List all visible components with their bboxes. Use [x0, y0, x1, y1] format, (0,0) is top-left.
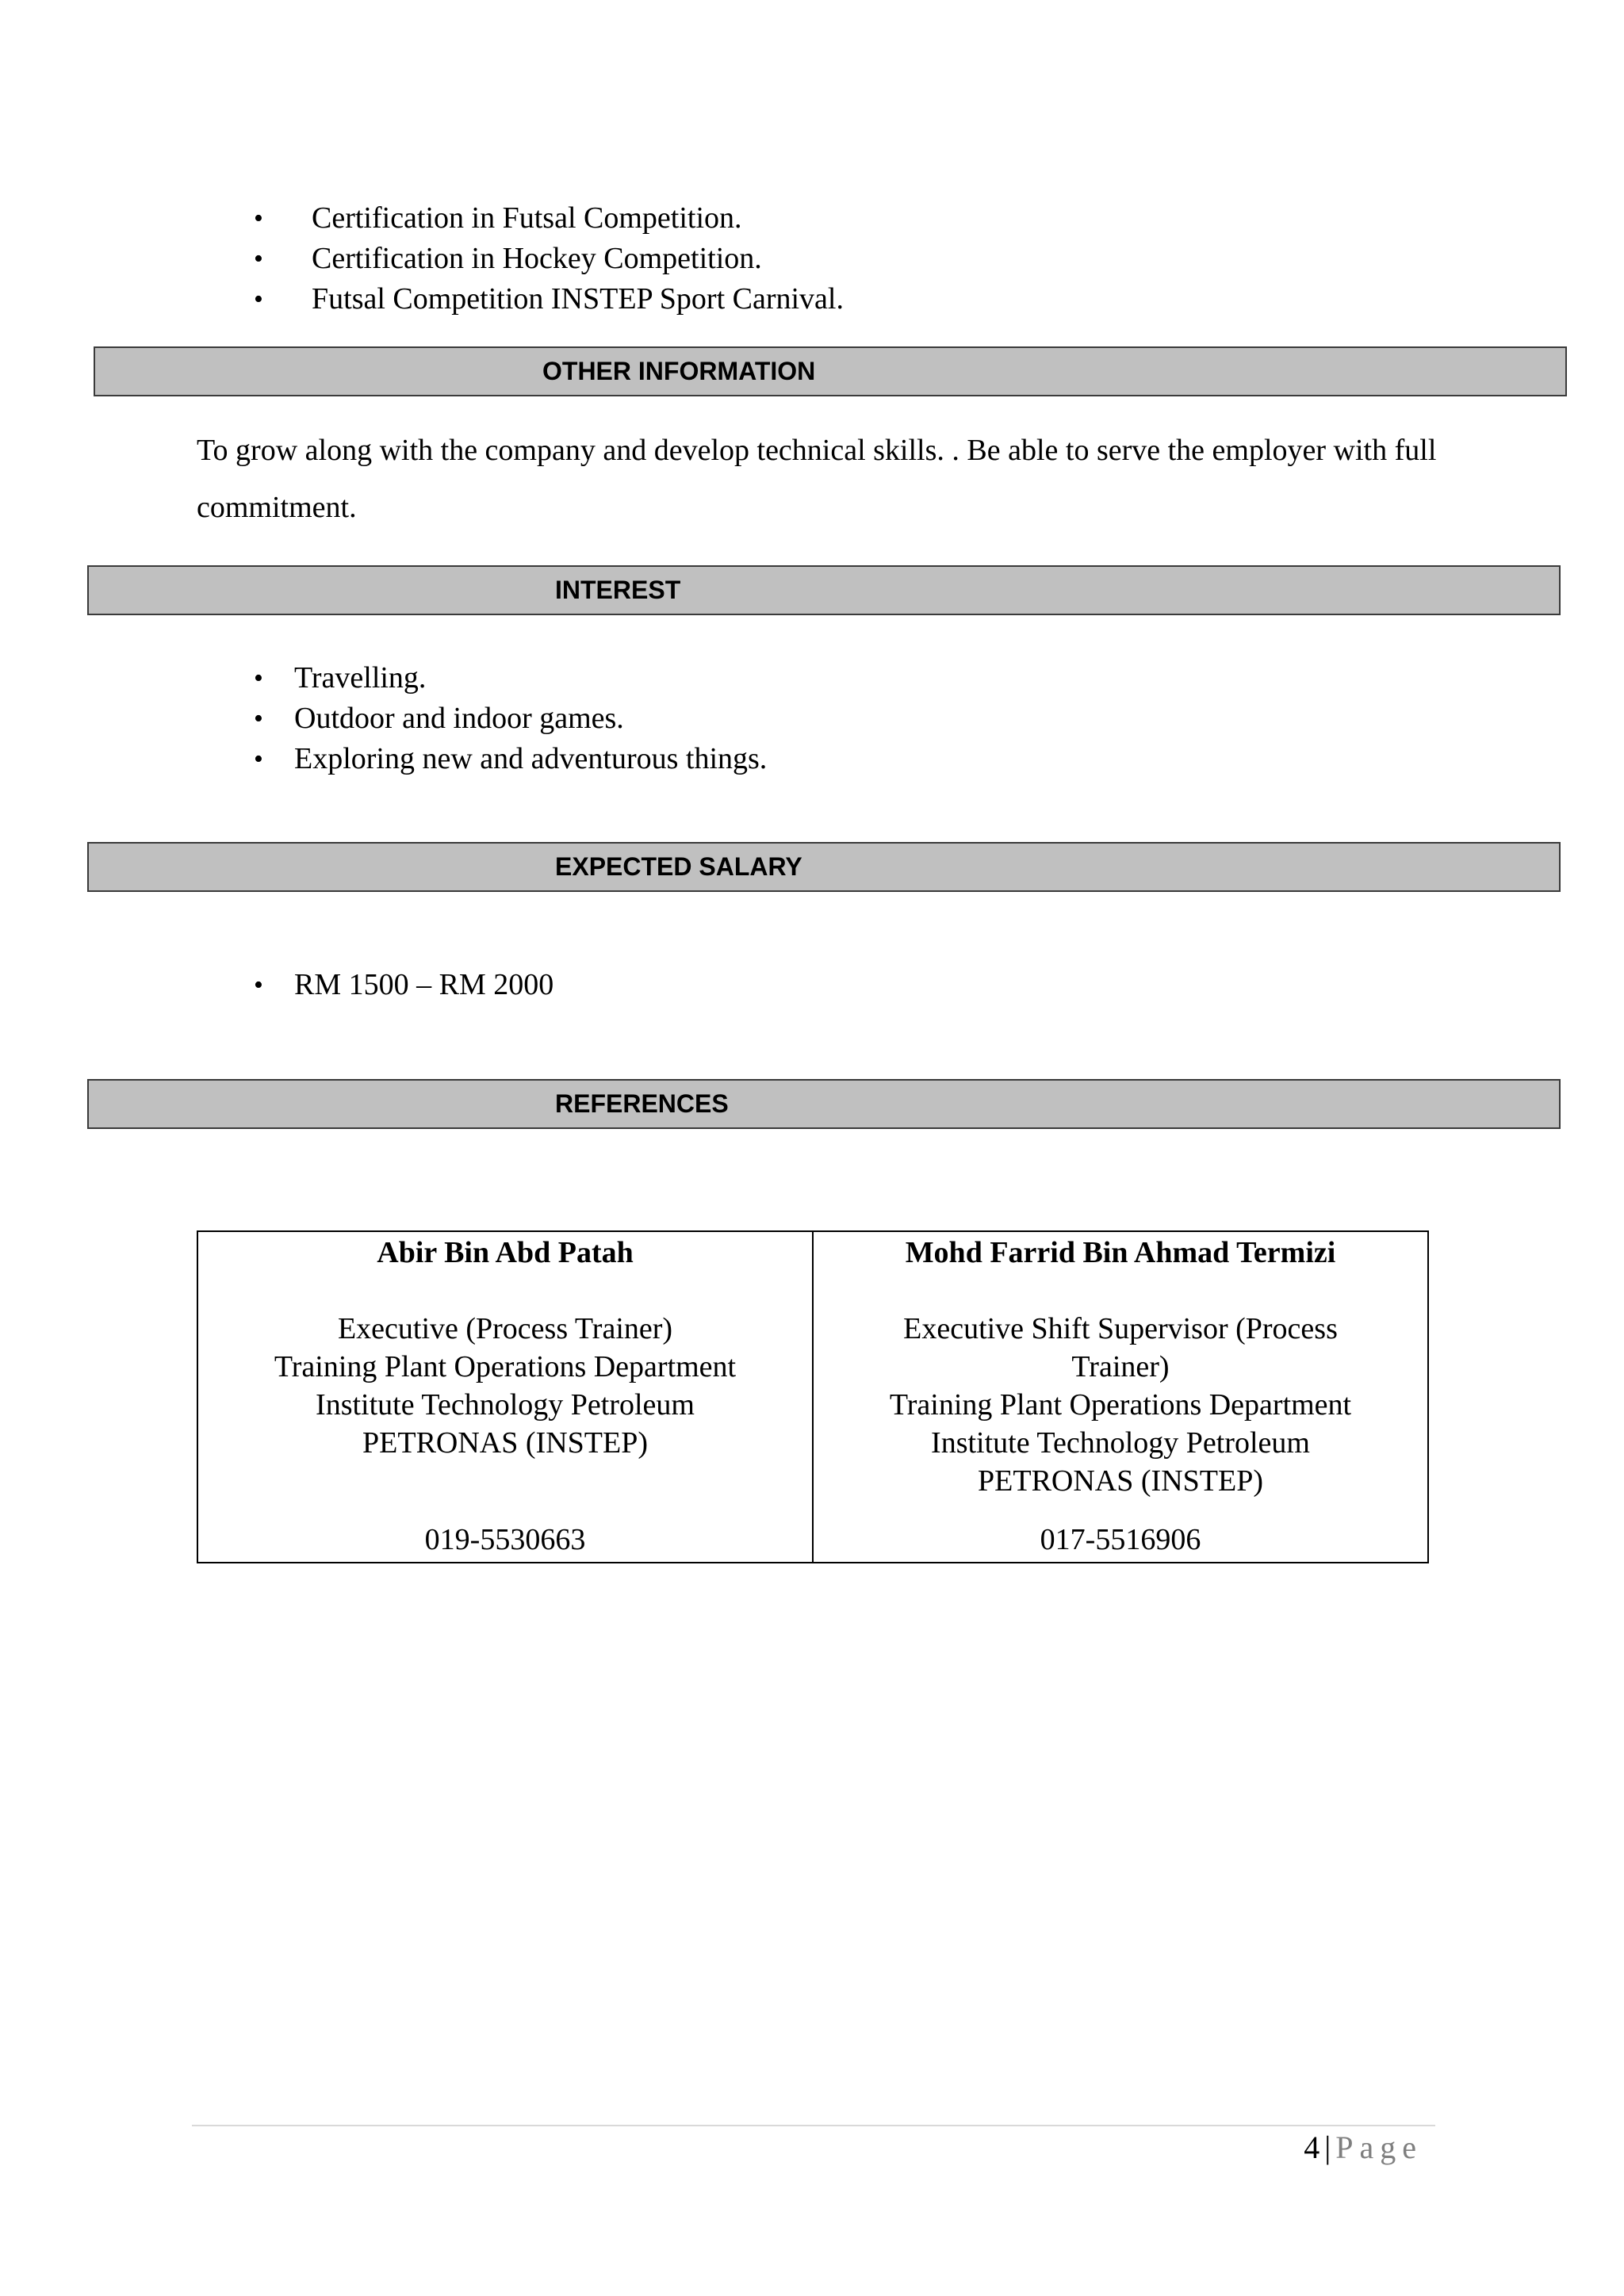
- list-item-text: Exploring new and adventurous things.: [294, 742, 768, 775]
- other-information-text: To grow along with the company and develop technical skills. . Be able to serve the employer with full commitment.: [197, 434, 1437, 524]
- reference-detail-line: Institute Technology Petroleum: [316, 1388, 695, 1422]
- section-header-other-information: [94, 346, 1567, 396]
- section-heading: EXPECTED SALARY: [555, 852, 802, 881]
- expected-salary-list: [254, 965, 553, 1005]
- reference-detail-line: Executive Shift Supervisor (Process: [903, 1312, 1338, 1345]
- reference-phone: 019-5530663: [424, 1523, 586, 1556]
- list-item: [254, 739, 767, 779]
- list-item: [254, 279, 844, 320]
- bullet-icon: •: [254, 970, 263, 1000]
- page-label: Page: [1335, 2130, 1423, 2165]
- reference-details: [222, 1310, 788, 1462]
- list-item-text: Outdoor and indoor games.: [294, 702, 624, 735]
- interest-list: [254, 658, 767, 779]
- list-item: [254, 239, 844, 279]
- bullet-icon: •: [254, 285, 263, 314]
- reference-card: [813, 1231, 1428, 1563]
- bullet-icon: •: [254, 744, 263, 774]
- footer-divider: [192, 2125, 1435, 2126]
- reference-detail-line: Trainer): [1071, 1350, 1170, 1383]
- reference-detail-line: PETRONAS (INSTEP): [362, 1426, 648, 1460]
- section-heading: INTEREST: [555, 576, 681, 604]
- section-header-expected-salary: [87, 842, 1561, 892]
- references-table: [197, 1230, 1429, 1563]
- list-item-text: Travelling.: [294, 661, 427, 695]
- reference-detail-line: PETRONAS (INSTEP): [978, 1464, 1263, 1498]
- list-item-text: Certification in Futsal Competition.: [312, 201, 742, 235]
- list-item-text: RM 1500 – RM 2000: [294, 968, 554, 1001]
- reference-name: Abir Bin Abd Patah: [377, 1236, 634, 1269]
- bullet-icon: •: [254, 204, 263, 233]
- section-heading: OTHER INFORMATION: [542, 357, 816, 385]
- reference-details: [837, 1310, 1404, 1500]
- bullet-icon: •: [254, 664, 263, 693]
- reference-name: Mohd Farrid Bin Ahmad Termizi: [905, 1236, 1336, 1269]
- reference-detail-line: Training Plant Operations Department: [274, 1350, 737, 1383]
- section-header-interest: [87, 565, 1561, 615]
- certification-list: [254, 198, 844, 320]
- page-separator: |: [1324, 2130, 1331, 2165]
- list-item-text: Futsal Competition INSTEP Sport Carnival.: [312, 282, 844, 316]
- section-header-references: [87, 1079, 1561, 1129]
- reference-detail-line: Executive (Process Trainer): [337, 1312, 673, 1345]
- list-item: [254, 698, 767, 739]
- bullet-icon: •: [254, 244, 263, 274]
- table-row: [197, 1231, 1428, 1563]
- list-item-text: Certification in Hockey Competition.: [312, 242, 762, 275]
- reference-detail-line: Training Plant Operations Department: [889, 1388, 1352, 1422]
- bullet-icon: •: [254, 704, 263, 733]
- list-item: [254, 965, 553, 1005]
- list-item: [254, 198, 844, 239]
- reference-detail-line: Institute Technology Petroleum: [931, 1426, 1310, 1460]
- reference-card: [197, 1231, 813, 1563]
- reference-phone: 017-5516906: [1040, 1523, 1201, 1556]
- list-item: [254, 658, 767, 698]
- section-heading: REFERENCES: [555, 1089, 729, 1118]
- page-number-footer: [1304, 2127, 1423, 2168]
- page-number: 4: [1304, 2130, 1320, 2165]
